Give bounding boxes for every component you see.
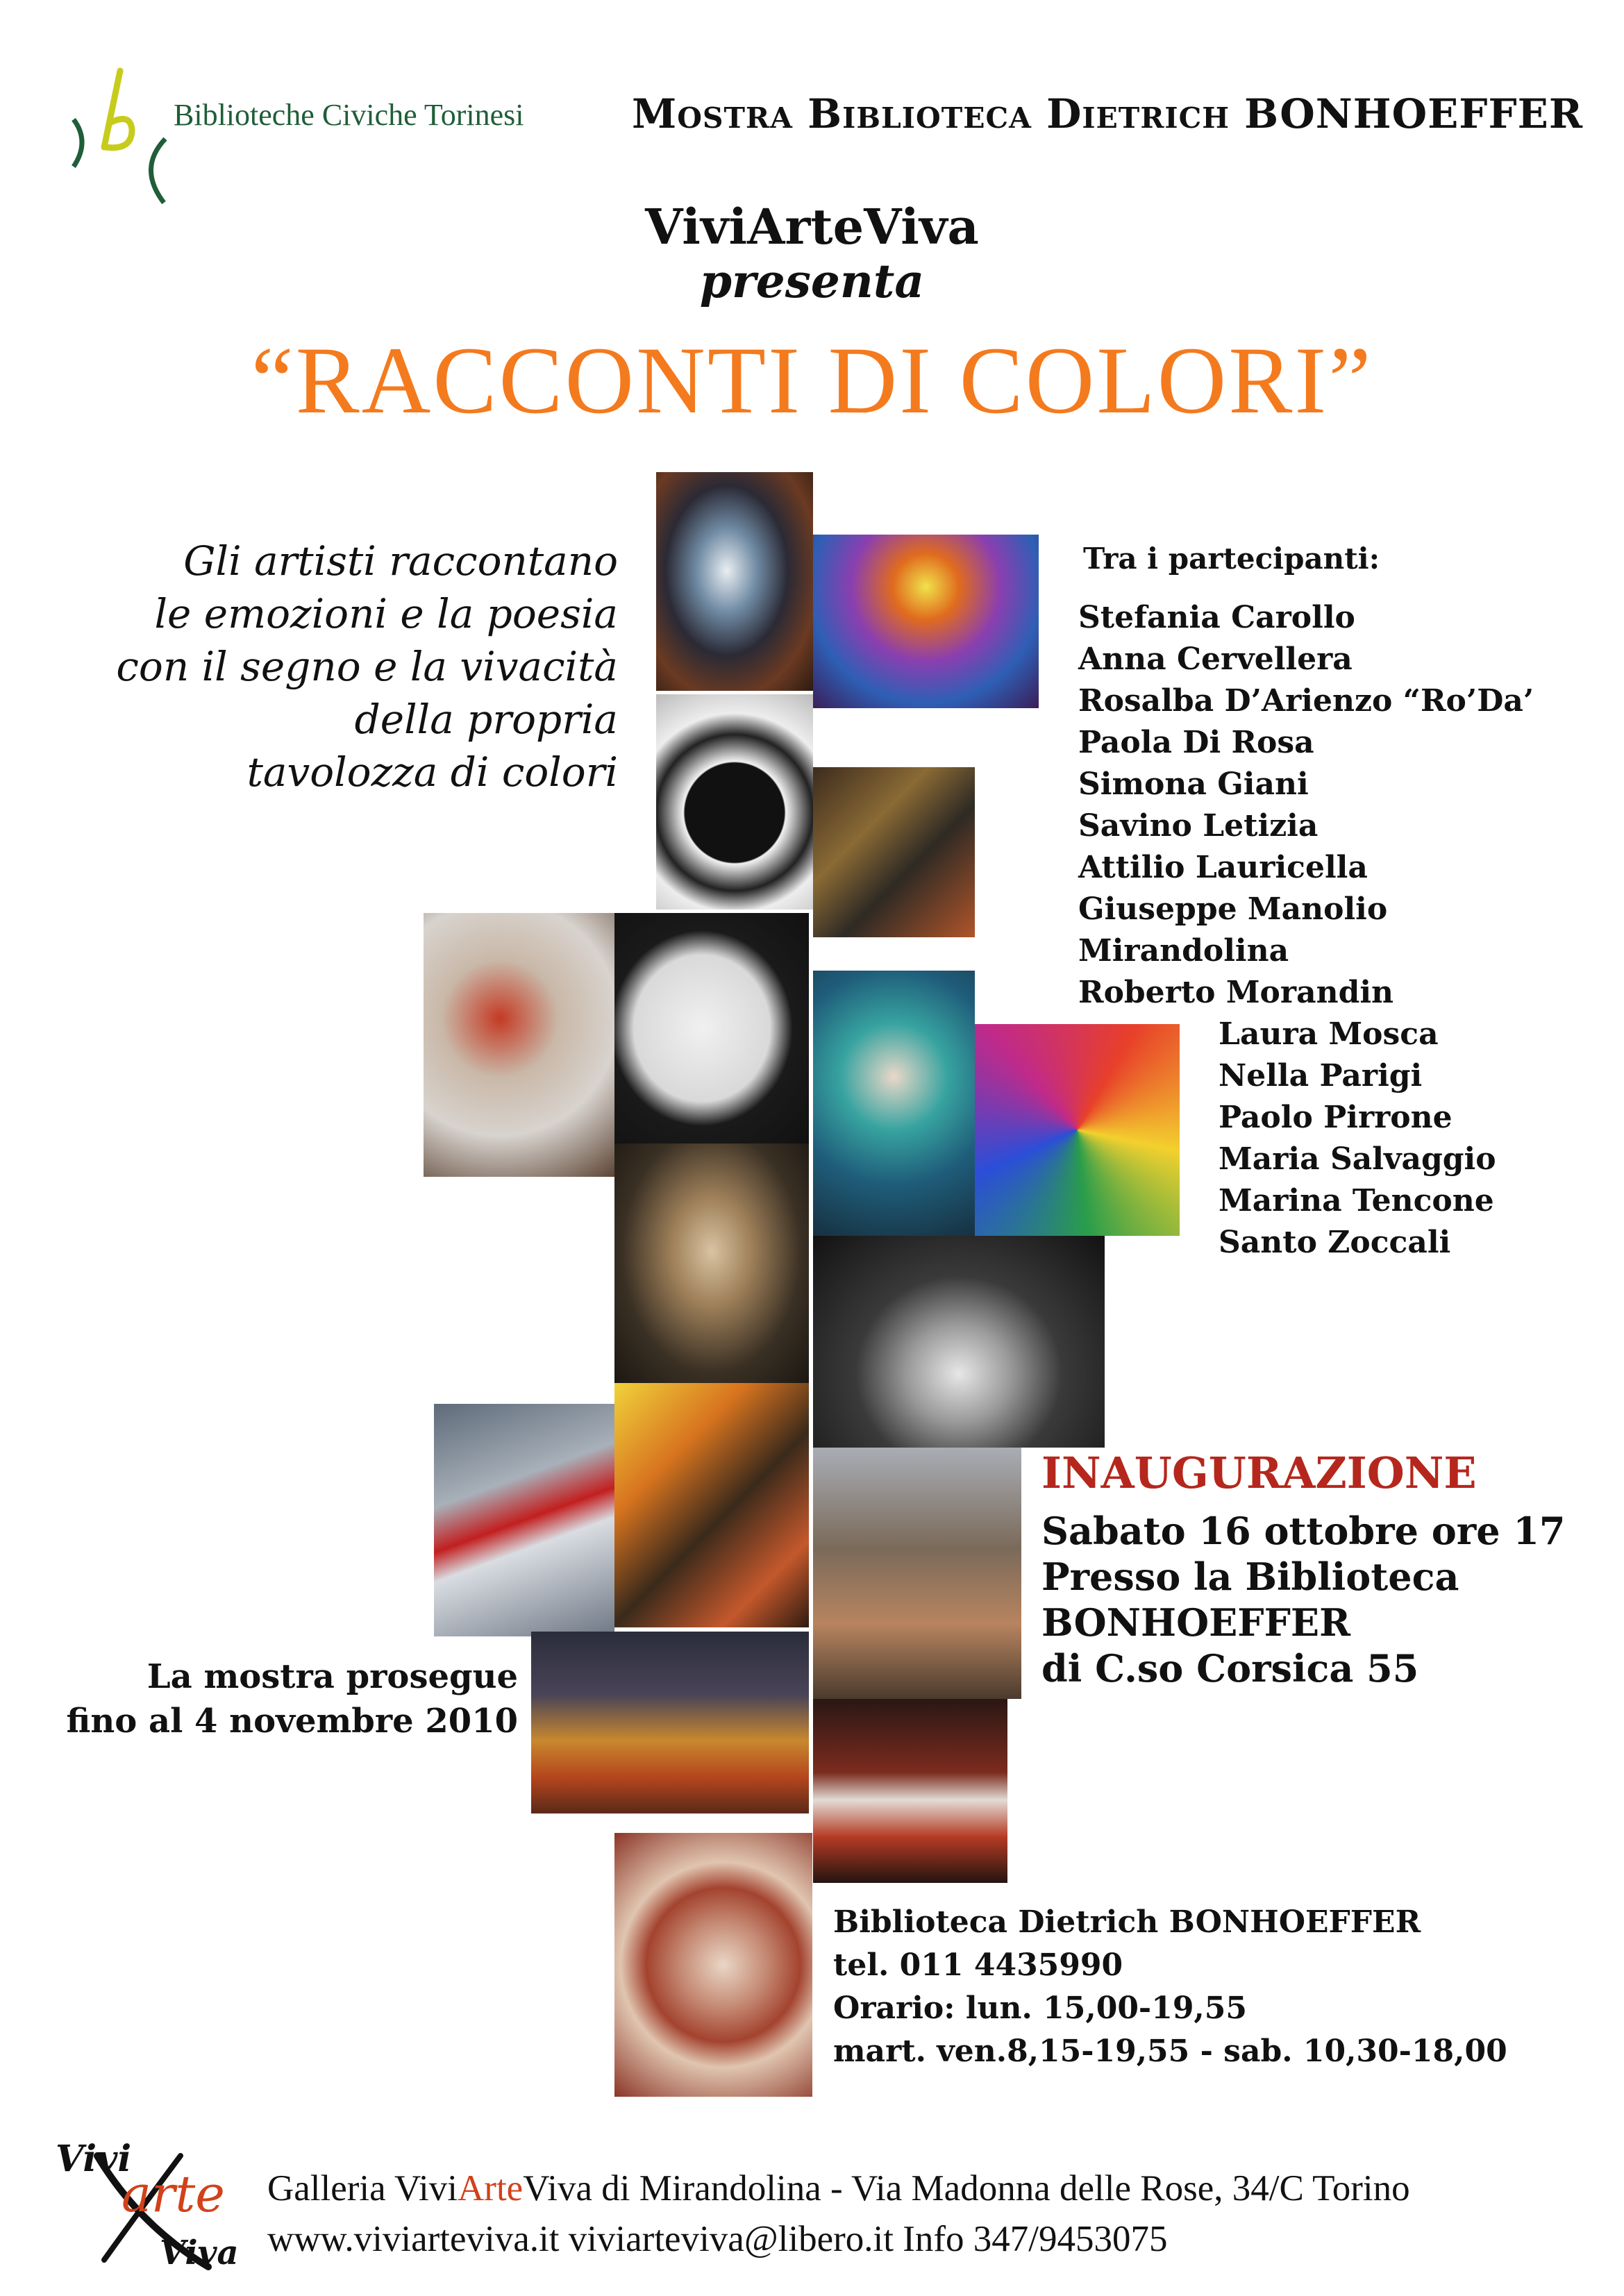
library-hours: mart. ven.8,15-19,55 - sab. 10,30-18,00 (833, 2034, 1507, 2069)
artwork-elephant (614, 913, 809, 1143)
artwork-red-cup (434, 1404, 614, 1636)
artwork-tree (813, 535, 1039, 708)
artwork-dancers (813, 1699, 1007, 1883)
gallery-address (267, 2168, 1410, 2209)
participant-name: Laura Mosca (1219, 1016, 1439, 1052)
gallery-logo (56, 2128, 243, 2274)
participant-name: Anna Cervellera (1078, 642, 1353, 677)
participants-title: Tra i partecipanti: (1083, 542, 1380, 576)
inauguration-title: INAUGURAZIONE (1041, 1448, 1477, 1498)
participant-name: Roberto Morandin (1078, 975, 1394, 1010)
intro-line: della propria (354, 696, 618, 743)
exhibition-end-date (28, 1654, 518, 1743)
participant-name: Stefania Carollo (1078, 600, 1355, 635)
gallery-address-suffix: Viva di Mirandolina - Via Madonna delle Rose, 34/C Torino (523, 2168, 1410, 2209)
svg-text:arte: arte (122, 2165, 225, 2223)
artwork-colorful-swirl (975, 1024, 1180, 1236)
artwork-bicycle-wheel (614, 1833, 812, 2097)
participant-name: Mirandolina (1078, 933, 1289, 969)
participant-name: Attilio Lauricella (1078, 850, 1368, 885)
presenta-text: presenta (699, 254, 925, 308)
gallery-logo-icon (56, 2128, 243, 2274)
library-phone: tel. 011 4435990 (833, 1947, 1123, 1983)
participant-name: Simona Giani (1078, 766, 1309, 802)
artwork-still-life (424, 913, 614, 1177)
participant-name: Rosalba D’Arienzo “Ro’Da’ (1078, 683, 1534, 719)
participant-name: Paolo Pirrone (1219, 1100, 1453, 1135)
inauguration-details (1041, 1508, 1566, 1691)
artwork-city-bridge (813, 1448, 1021, 1699)
intro-text (28, 535, 618, 798)
exhibition-header: Mostra Biblioteca Dietrich BONHOEFFER (632, 90, 1584, 137)
intro-line: tavolozza di colori (246, 748, 618, 796)
artwork-teal-face (813, 971, 975, 1236)
participant-name: Nella Parigi (1219, 1058, 1423, 1093)
artwork-mask (656, 472, 813, 691)
artwork-gondolas (813, 1236, 1105, 1448)
gallery-name-prefix: Galleria Vivi (267, 2168, 458, 2209)
gallery-name-highlight: Arte (458, 2168, 524, 2209)
library-name: Biblioteca Dietrich BONHOEFFER (833, 1904, 1421, 1940)
intro-line: le emozioni e la poesia (154, 590, 618, 637)
artwork-abstract-figures (813, 767, 975, 937)
continues-line: fino al 4 novembre 2010 (66, 1702, 518, 1741)
artwork-woman-back (614, 1143, 809, 1383)
artwork-abstract-warm (614, 1383, 809, 1627)
gallery-contacts: www.viviarteviva.it viviarteviva@libero.it Info 347/9453075 (267, 2219, 1168, 2259)
inauguration-line: Sabato 16 ottobre ore 17 (1041, 1509, 1566, 1553)
logo-mark-icon (54, 64, 186, 210)
intro-line: con il segno e la vivacità (116, 643, 618, 690)
continues-line: La mostra prosegue (147, 1657, 518, 1696)
artwork-black-flower (656, 694, 813, 910)
participant-name: Giuseppe Manolio (1078, 891, 1388, 927)
participant-name: Savino Letizia (1078, 808, 1319, 844)
svg-text:Viva: Viva (160, 2234, 239, 2272)
intro-line: Gli artisti raccontano (183, 537, 618, 585)
library-logo-text: Biblioteche Civiche Torinesi (174, 98, 524, 132)
library-info (833, 1901, 1507, 2073)
library-logo (54, 64, 186, 210)
inauguration-line: BONHOEFFER (1041, 1600, 1350, 1645)
library-hours: Orario: lun. 15,00-19,55 (833, 1991, 1247, 2026)
participant-name: Paola Di Rosa (1078, 725, 1314, 760)
presenter-name: ViviArteViva (645, 198, 979, 255)
inauguration-line: di C.so Corsica 55 (1041, 1646, 1419, 1691)
show-title: “RACCONTI DI COLORI” (251, 327, 1373, 433)
participant-name: Santo Zoccali (1219, 1225, 1451, 1260)
svg-text:Vivi: Vivi (56, 2138, 132, 2180)
artwork-town-square (531, 1632, 809, 1813)
participant-name: Marina Tencone (1219, 1183, 1494, 1218)
inauguration-line: Presso la Biblioteca (1041, 1555, 1459, 1599)
participant-name: Maria Salvaggio (1219, 1141, 1496, 1177)
